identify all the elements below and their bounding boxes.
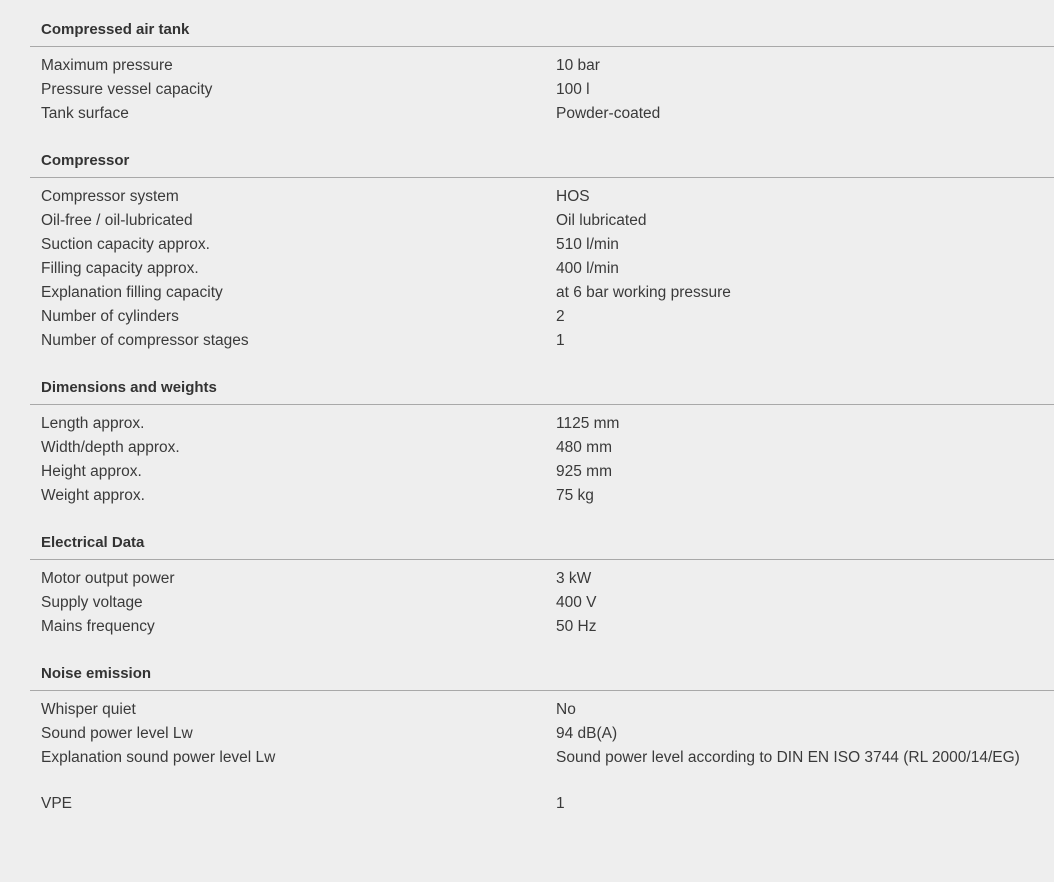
spec-value: at 6 bar working pressure	[556, 284, 731, 301]
spec-row	[0, 234, 1054, 258]
spec-value: 100 l	[556, 81, 590, 98]
spec-label: Number of cylinders	[41, 308, 179, 325]
spec-label: Maximum pressure	[41, 57, 173, 74]
spec-label: Filling capacity approx.	[41, 260, 199, 277]
spec-label: Explanation sound power level Lw	[41, 749, 276, 766]
vpe-row	[0, 793, 1054, 817]
spec-label: Pressure vessel capacity	[41, 81, 213, 98]
spec-value: Oil lubricated	[556, 212, 647, 229]
spec-row	[0, 437, 1054, 461]
spec-value: HOS	[556, 188, 590, 205]
spec-value: 94 dB(A)	[556, 725, 618, 742]
section-title: Compressed air tank	[41, 21, 190, 38]
section-dimensions-and-weights	[0, 376, 1054, 509]
vpe-label: VPE	[41, 795, 73, 812]
spec-row	[0, 55, 1054, 79]
spec-row	[0, 282, 1054, 306]
spec-label: Height approx.	[41, 463, 142, 480]
spec-value: 50 Hz	[556, 618, 597, 635]
spec-label: Number of compressor stages	[41, 332, 249, 349]
spec-row	[0, 485, 1054, 509]
spec-value: 1125 mm	[556, 415, 620, 432]
spec-label: Tank surface	[41, 105, 129, 122]
spec-label: Width/depth approx.	[41, 439, 180, 456]
spec-label: Mains frequency	[41, 618, 155, 635]
section-title: Noise emission	[41, 665, 152, 682]
spec-value: No	[556, 701, 576, 718]
spec-row	[0, 747, 1054, 771]
spec-row	[0, 723, 1054, 747]
spec-row	[0, 103, 1054, 127]
spec-value: 2	[556, 308, 565, 325]
section-title: Electrical Data	[41, 534, 145, 551]
vpe-value: 1	[556, 795, 565, 812]
section-noise-emission	[0, 662, 1054, 771]
spec-label: Weight approx.	[41, 487, 145, 504]
spec-row	[0, 186, 1054, 210]
spec-value: Sound power level according to DIN EN ISO 3744 (RL 2000/14/EG)	[556, 749, 1020, 766]
spec-row	[0, 461, 1054, 485]
section-compressor	[0, 149, 1054, 354]
spec-value: 400 V	[556, 594, 597, 611]
section-title: Dimensions and weights	[41, 379, 217, 396]
spec-row	[0, 210, 1054, 234]
spec-label: Motor output power	[41, 570, 175, 587]
spec-value: Powder-coated	[556, 105, 661, 122]
spec-row	[0, 699, 1054, 723]
spec-value: 75 kg	[556, 487, 594, 504]
spec-value: 10 bar	[556, 57, 600, 74]
spec-row	[0, 330, 1054, 354]
spec-row	[0, 568, 1054, 592]
spec-value: 925 mm	[556, 463, 612, 480]
spec-row	[0, 306, 1054, 330]
spec-label: Supply voltage	[41, 594, 143, 611]
section-title: Compressor	[41, 152, 130, 169]
section-compressed-air-tank	[0, 18, 1054, 127]
spec-row	[0, 79, 1054, 103]
spec-value: 1	[556, 332, 565, 349]
spec-row	[0, 413, 1054, 437]
spec-label: Whisper quiet	[41, 701, 136, 718]
spec-label: Oil-free / oil-lubricated	[41, 212, 193, 229]
spec-label: Explanation filling capacity	[41, 284, 223, 301]
section-electrical-data	[0, 531, 1054, 640]
spec-label: Length approx.	[41, 415, 145, 432]
spec-row	[0, 616, 1054, 640]
spec-value: 510 l/min	[556, 236, 619, 253]
spec-value: 400 l/min	[556, 260, 619, 277]
spec-label: Sound power level Lw	[41, 725, 193, 742]
spec-label: Compressor system	[41, 188, 179, 205]
spec-label: Suction capacity approx.	[41, 236, 210, 253]
spec-value: 480 mm	[556, 439, 612, 456]
spec-row	[0, 258, 1054, 282]
spec-row	[0, 592, 1054, 616]
spec-value: 3 kW	[556, 570, 592, 587]
